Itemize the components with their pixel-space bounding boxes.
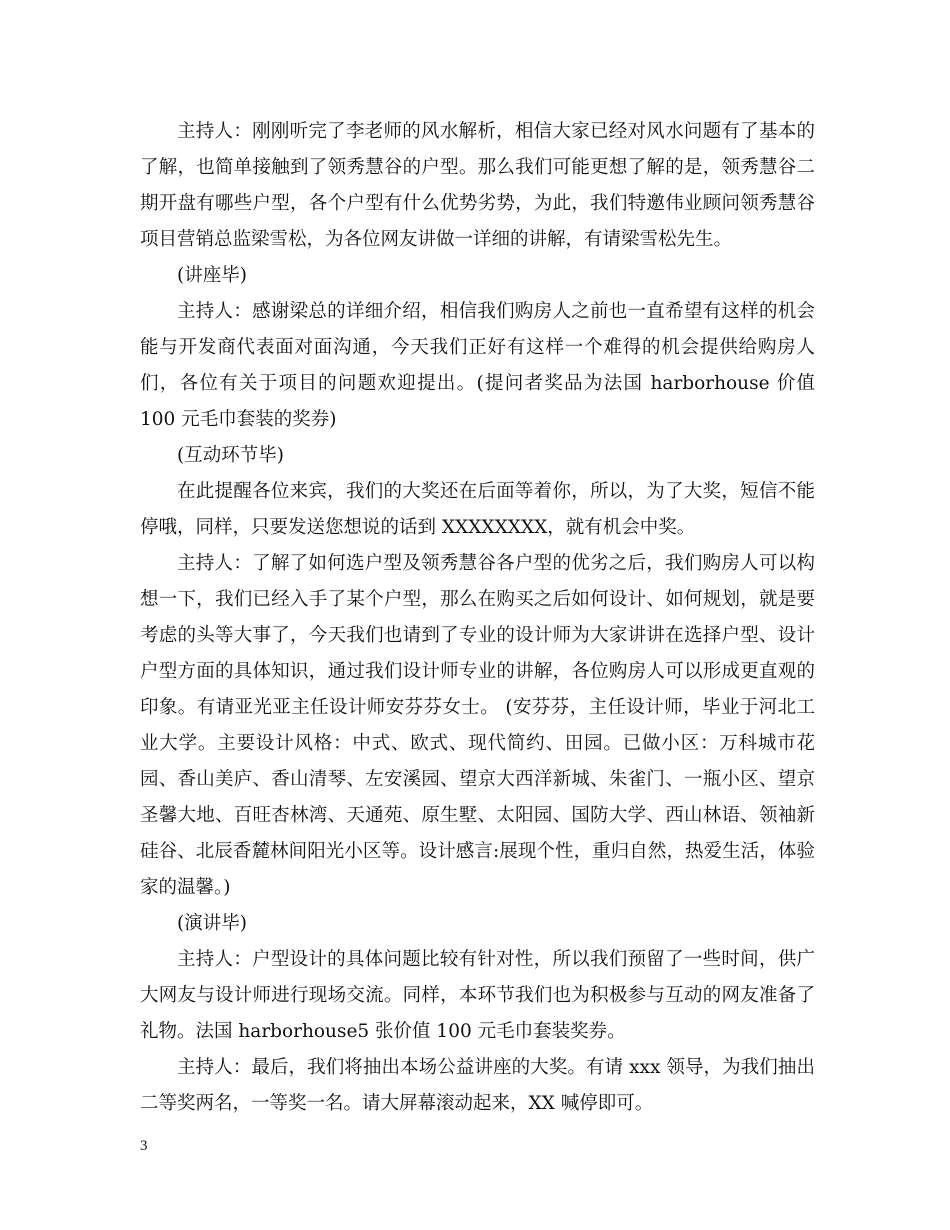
paragraph-speech-end: (演讲毕) (177, 913, 247, 934)
paragraph-host-thanks-qa: 主持人：感谢梁总的详细介绍，相信我们购房人之前也一直希望有这样的机会能与开发商代表面对面沟通，今天我们正好有这样一个难得的机会提供给购房人们，各位有关于项目的问题欢迎提出。(提问者奖品为法国 harborhouse 价值 100 元毛巾套装的奖券) (140, 301, 815, 430)
page-number: 3 (140, 1138, 148, 1154)
paragraph-lecture-end: (讲座毕) (177, 265, 247, 286)
document-body (140, 114, 815, 1122)
paragraph-host-designer-intro: 主持人：了解了如何选户型及领秀慧谷各户型的优劣之后，我们购房人可以构想一下，我们已经入手了某个户型，那么在购买之后如何设计、如何规划，就是要考虑的头等大事了，今天我们也请到了专业的设计师为大家讲讲在选择户型、设计户型方面的具体知识，通过我们设计师专业的讲解，各位购房人可以形成更直观的印象。有请亚光亚主任设计师安芬芬女士。 (安芬芬，主任设计师，毕业于河北工业大学。主要设计风格：中式、欧式、现代简约、田园。已做小区：万科城市花园、香山美庐、香山清琴、左安溪园、望京大西洋新城、朱雀门、一瓶小区、望京圣馨大地、百旺杏林湾、天通苑、原生墅、太阳园、国防大学、西山林语、领袖新硅谷、北辰香麓林间阳光小区等。设计感言:展现个性，重归自然，热爱生活，体验家的温馨。) (140, 553, 815, 898)
paragraph-host-grand-prize: 主持人：最后，我们将抽出本场公益讲座的大奖。有请 xxx 领导，为我们抽出二等奖两名，一等奖一名。请大屏幕滚动起来，XX 喊停即可。 (140, 1057, 815, 1114)
paragraph-interaction-end: (互动环节毕) (177, 445, 284, 466)
paragraph-sms-reminder: 在此提醒各位来宾，我们的大奖还在后面等着你，所以，为了大奖，短信不能停哦，同样，只要发送您想说的话到 XXXXXXXX，就有机会中奖。 (140, 481, 815, 538)
paragraph-host-intro-feng-shui: 主持人：刚刚听完了李老师的风水解析，相信大家已经对风水问题有了基本的了解，也简单接触到了领秀慧谷的户型。那么我们可能更想了解的是，领秀慧谷二期开盘有哪些户型，各个户型有什么优势劣势，为此，我们特邀伟业顾问领秀慧谷项目营销总监梁雪松，为各位网友讲做一详细的讲解，有请梁雪松先生。 (140, 121, 815, 250)
paragraph-host-designer-qa: 主持人：户型设计的具体问题比较有针对性，所以我们预留了一些时间，供广大网友与设计师进行现场交流。同样，本环节我们也为积极参与互动的网友准备了礼物。法国 harborhouse5 张价值 100 元毛巾套装奖券。 (140, 949, 815, 1042)
